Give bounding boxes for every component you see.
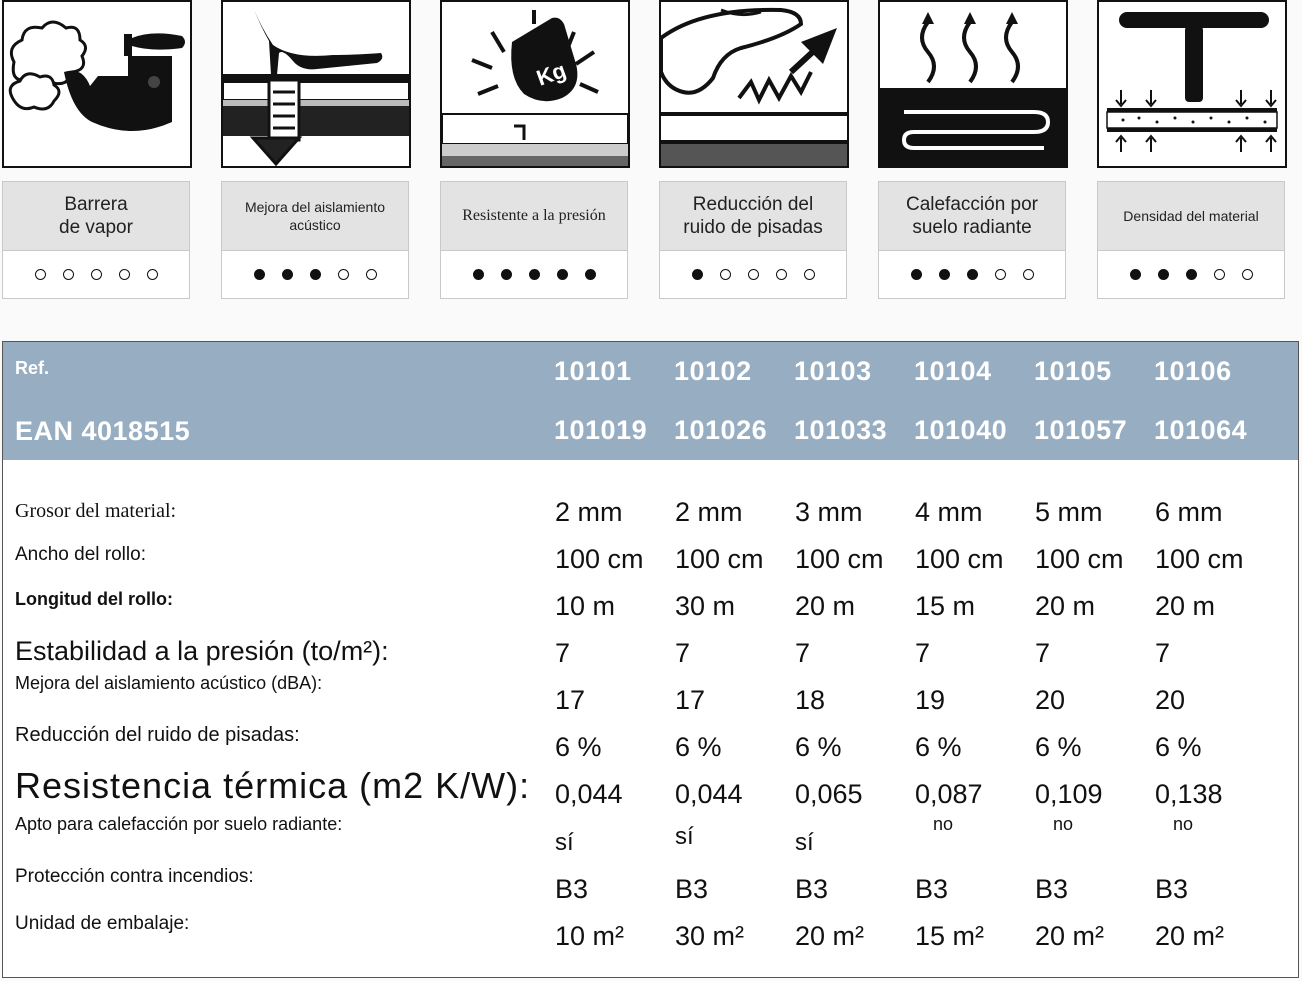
table-cell: 20 [1035,685,1066,715]
feature-label [440,181,628,251]
table-cell: 20 m [795,591,856,621]
rating-dots [878,251,1066,299]
rating-dot-filled [692,269,703,280]
table-cell: no [933,814,954,834]
rating-dot-empty [338,269,349,280]
rating-dot-filled [1186,269,1197,280]
rating-dot-empty [1023,269,1034,280]
table-cell: 10 m² [555,921,625,951]
shoe-sound-icon [659,0,849,168]
feature-label-line: acústico [289,217,341,233]
table-cell: 6 mm [1155,497,1223,527]
table-cell: 7 [795,638,811,668]
table-cell: 100 cm [1035,544,1124,574]
rating-dot-filled [939,269,950,280]
rating-dots [659,251,847,299]
table-cell: 6 % [675,732,722,762]
rating-dot-filled [1158,269,1169,280]
table-cell: no [1173,814,1194,834]
ref-value: 10102 [674,356,752,386]
feature-label-line: Densidad del material [1123,208,1259,224]
feature-label [221,181,409,251]
table-cell: B3 [675,874,709,904]
ean-value: 101064 [1154,415,1248,445]
table-header [3,342,1298,460]
table-cell: 20 m [1155,591,1216,621]
row-label: Resistencia térmica (m2 K/W): [15,765,531,806]
ean-label: EAN 4018515 [15,416,191,446]
table-cell: 17 [675,685,706,715]
ean-value: 101057 [1034,415,1128,445]
ref-label: Ref. [15,358,50,378]
table-cell: 18 [795,685,826,715]
rating-dots [1097,251,1285,299]
rating-dot-empty [63,269,74,280]
rating-dot-empty [776,269,787,280]
ean-value: 101019 [554,415,648,445]
row-label: Ancho del rollo: [15,544,146,565]
high-heel-impact-icon [221,0,411,168]
feature-label-line: Resistente a la presión [462,207,606,224]
ref-value: 10101 [554,356,632,386]
rating-dot-empty [119,269,130,280]
rating-dot-filled [585,269,596,280]
row-label: Longitud del rollo: [15,589,173,609]
table-cell: 100 cm [1155,544,1244,574]
table-cell: 100 cm [795,544,884,574]
table-cell: B3 [1155,874,1189,904]
ref-value: 10105 [1034,356,1112,386]
rating-dot-empty [1242,269,1253,280]
table-cell: 30 m [675,591,736,621]
rating-dot-empty [147,269,158,280]
row-label: Protección contra incendios: [15,866,254,887]
table-cell: 4 mm [915,497,983,527]
table-cell: 6 % [1155,732,1202,762]
table-cell: 0,065 [795,779,863,809]
table-cell: sí [555,829,574,856]
rating-dot-filled [529,269,540,280]
feature-label-line: de vapor [59,217,133,238]
row-label: Grosor del material: [15,500,177,522]
table-cell: 6 % [1035,732,1082,762]
rating-dot-filled [501,269,512,280]
feature-label-line: Barrera [64,194,128,215]
ref-value: 10106 [1154,356,1232,386]
table-cell: 100 cm [915,544,1004,574]
rating-dot-filled [282,269,293,280]
table-cell: 100 cm [675,544,764,574]
feature-label [659,181,847,251]
table-cell: 2 mm [675,497,743,527]
table-cell: B3 [795,874,829,904]
rating-dot-empty [995,269,1006,280]
table-cell: 7 [555,638,571,668]
rating-dot-filled [911,269,922,280]
feature-label-line: Calefacción por [905,194,1039,215]
rating-dot-filled [310,269,321,280]
ref-value: 10104 [914,356,992,386]
rating-dot-empty [748,269,759,280]
table-cell: B3 [1035,874,1069,904]
rating-dot-filled [967,269,978,280]
material-density-icon [1097,0,1287,168]
table-cell: 7 [1035,638,1051,668]
ref-value: 10103 [794,356,872,386]
feature-label [1097,181,1285,251]
table-cell: B3 [915,874,949,904]
row-label: Reducción del ruido de pisadas: [15,724,300,746]
rating-dot-filled [254,269,265,280]
table-cell: B3 [555,874,589,904]
table-cell: 0,087 [915,779,983,809]
table-cell: 17 [555,685,586,715]
ean-value: 101040 [914,415,1008,445]
rating-dot-empty [1214,269,1225,280]
rating-dots [440,251,628,299]
rating-dots [221,251,409,299]
table-cell: 20 m² [1035,921,1105,951]
table-cell: 3 mm [795,497,863,527]
rating-dot-empty [720,269,731,280]
rating-dot-empty [804,269,815,280]
table-cell: sí [675,823,694,850]
table-cell: 30 m² [675,921,745,951]
table-cell: 10 m [555,591,616,621]
table-cell: 15 m [915,591,976,621]
svg-text:Kg: Kg [533,57,570,91]
table-cell: 6 % [915,732,962,762]
feature-label [2,181,190,251]
table-cell: 0,044 [675,779,743,809]
table-cell: 5 mm [1035,497,1103,527]
table-cell: 20 m² [1155,921,1225,951]
rating-dot-empty [366,269,377,280]
feature-label-line: Mejora del aislamiento [244,199,386,215]
steam-iron-icon [2,0,192,168]
table-cell: 20 m [1035,591,1096,621]
table-cell: 19 [915,685,946,715]
table-cell: 0,109 [1035,779,1103,809]
table-cell: no [1053,814,1074,834]
feature-label-line: Reducción del [692,194,814,215]
rating-dot-filled [1130,269,1141,280]
row-label: Unidad de embalaje: [15,913,190,934]
row-label: Mejora del aislamiento acústico (dBA): [15,673,323,693]
table-cell: 20 m² [795,921,865,951]
row-label: Apto para calefacción por suelo radiante: [15,814,343,834]
ean-value: 101033 [794,415,888,445]
table-cell: 6 % [795,732,842,762]
table-cell: 20 [1155,685,1186,715]
table-cell: 0,138 [1155,779,1223,809]
rating-dot-empty [35,269,46,280]
table-cell: 2 mm [555,497,623,527]
table-cell: sí [795,829,814,856]
feature-label-line: suelo radiante [912,217,1032,238]
feature-label [878,181,1066,251]
row-label: Estabilidad a la presión (to/m²): [15,636,389,666]
ean-value: 101026 [674,415,768,445]
table-cell: 0,044 [555,779,623,809]
table-cell: 15 m² [915,921,985,951]
table-cell: 100 cm [555,544,644,574]
table-cell: 6 % [555,732,602,762]
table-cell: 7 [675,638,691,668]
underfloor-heating-icon [878,0,1068,168]
table-cell: 7 [1155,638,1171,668]
rating-dot-filled [557,269,568,280]
feature-label-line: ruido de pisadas [683,217,823,238]
rating-dots [2,251,190,299]
spec-table [2,341,1299,978]
weight-pressure-icon [440,0,630,168]
table-cell: 7 [915,638,931,668]
rating-dot-filled [473,269,484,280]
rating-dot-empty [91,269,102,280]
